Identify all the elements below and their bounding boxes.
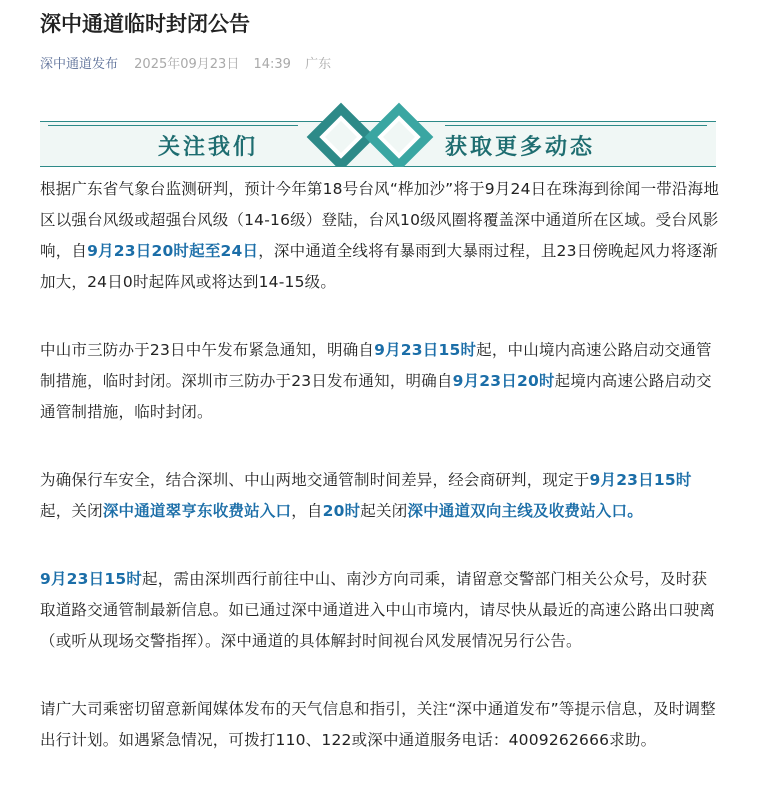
highlight-time: 9月23日15时 xyxy=(374,341,477,359)
paragraph-typhoon-forecast xyxy=(40,174,720,298)
follow-us-banner xyxy=(40,101,716,167)
paragraph-text: 请广大司乘密切留意新闻媒体发布的天气信息和指引，关注“深中通道发布”等提示信息，及时调整出行计划。如遇紧急情况，可拨打110、122或深中通道服务电话：4009262666求助。 xyxy=(40,700,716,749)
banner-divider-left xyxy=(48,125,298,126)
highlight-location: 深中通道双向主线及收费站入口。 xyxy=(407,502,643,520)
paragraph-control-notices xyxy=(40,335,720,428)
highlight-time: 20时 xyxy=(322,502,361,520)
paragraph-emergency-contact xyxy=(40,694,720,756)
paragraph-text: 起关闭 xyxy=(360,502,408,520)
paragraph-text: 起境内高速公路启动交通管制措施，临时封闭。 xyxy=(40,372,712,421)
highlight-time: 9月23日15时 xyxy=(589,471,692,489)
source-account-link[interactable]: 深中通道发布 xyxy=(40,57,119,72)
highlight-time: 9月23日20时起至24日 xyxy=(87,242,259,260)
highlight-location: 深中通道翠亨东收费站入口 xyxy=(102,502,292,520)
publish-location: 广东 xyxy=(305,57,332,72)
publish-time: 14:39 xyxy=(253,57,291,72)
paragraph-text: ，深中通道全线将有暴雨到大暴雨过程，且23日傍晚起风力将逐渐加大，24日0时起阵风或将达到14-15级。 xyxy=(40,242,718,291)
banner-divider-right xyxy=(445,125,707,126)
paragraph-text: 起，需由深圳西行前往中山、南沙方向司乘，请留意交警部门相关公众号，及时获取道路交通管制最新信息。如已通过深中通道进入中山市境内，请尽快从最近的高速公路出口驶离（或听从现场交警指挥）。深中通道的具体解封时间视台风发展情况另行公告。 xyxy=(40,570,716,650)
highlight-time: 9月23日20时 xyxy=(452,372,555,390)
banner-more-text: 获取更多动态 xyxy=(445,134,596,160)
double-diamond-logo-icon xyxy=(305,101,445,167)
paragraph-text: 中山市三防办于23日中午发布紧急通知，明确自 xyxy=(40,341,375,359)
paragraph-text: 起，中山境内高速公路启动交通管制措施，临时封闭。深圳市三防办于23日发布通知，明确自 xyxy=(40,341,712,390)
paragraph-travel-advice xyxy=(40,564,720,657)
paragraph-text: 起，关闭 xyxy=(40,502,103,520)
publish-date: 2025年09月23日 xyxy=(134,57,240,72)
banner-follow-text: 关注我们 xyxy=(158,134,259,160)
highlight-time: 9月23日15时 xyxy=(40,570,143,588)
paragraph-closure-decision xyxy=(40,465,720,527)
article-body xyxy=(40,174,720,793)
paragraph-text: ，自 xyxy=(291,502,323,520)
paragraph-text: 为确保行车安全，结合深圳、中山两地交通管制时间差异，经会商研判，现定于 xyxy=(40,471,590,489)
paragraph-text: 根据广东省气象台监测研判，预计今年第18号台风“桦加沙”将于9月24日在珠海到徐闻一带沿海地区以强台风级或超强台风级（14-16级）登陆，台风10级风圈将覆盖深中通道所在区域。受台风影响，自 xyxy=(40,180,720,260)
article-meta xyxy=(40,53,331,72)
article-title: 深中通道临时封闭公告 xyxy=(40,12,250,36)
